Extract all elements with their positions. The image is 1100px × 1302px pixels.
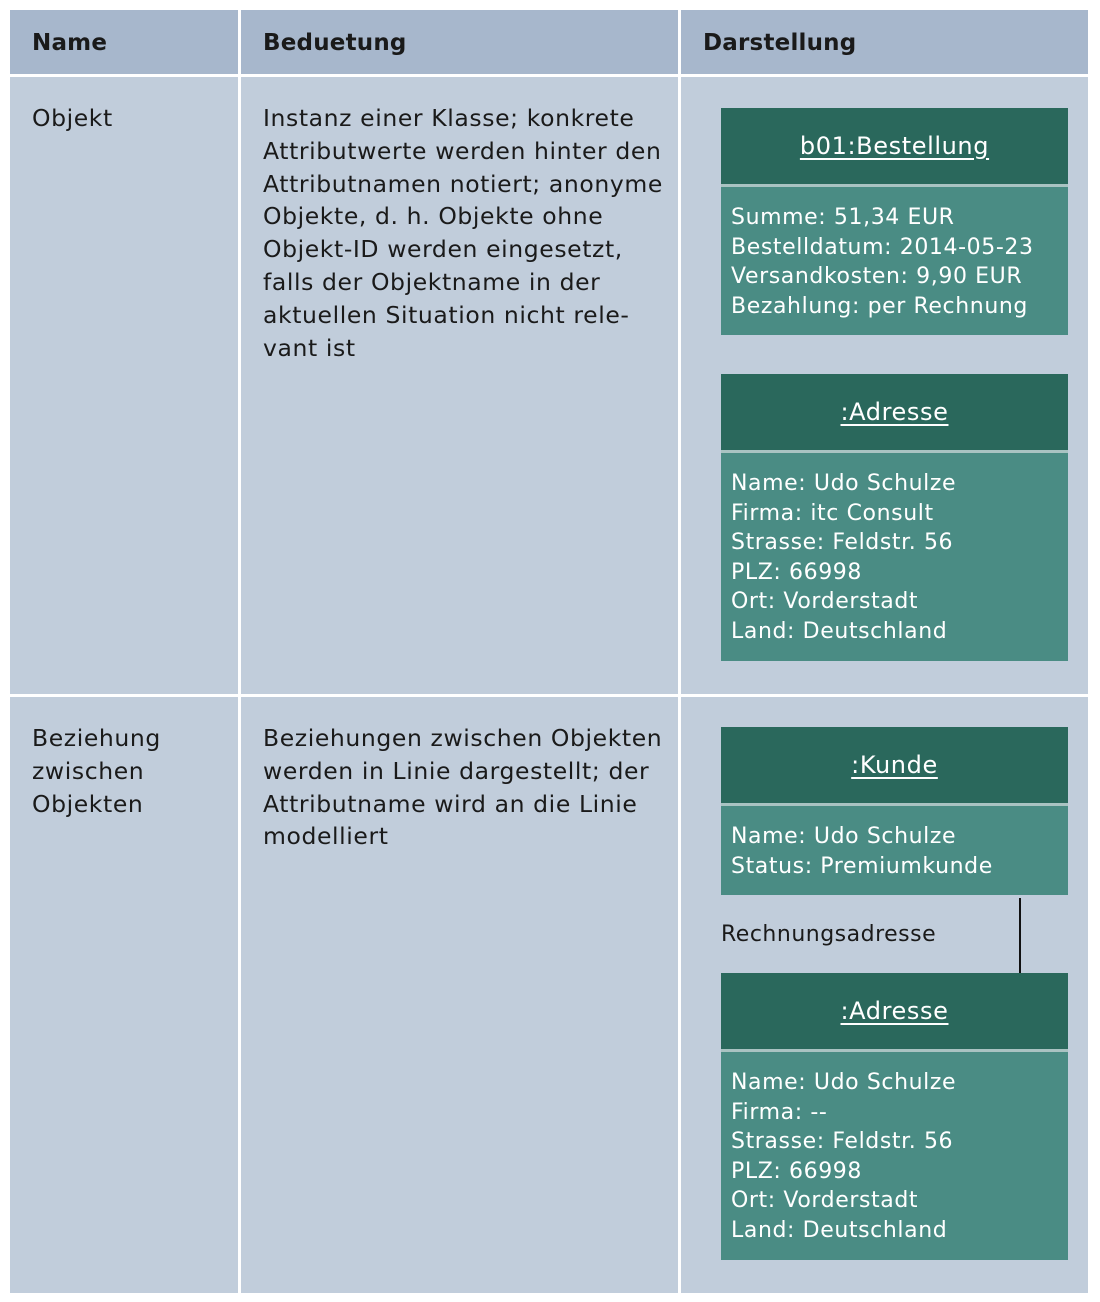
object-attribute: Summe: 51,34 EUR — [731, 205, 955, 230]
row-name — [32, 722, 161, 820]
meaning-line: Beziehungen zwischen Objekten — [263, 724, 663, 752]
association-line — [1019, 898, 1021, 974]
object-attribute: Ort: Vorderstadt — [731, 589, 919, 615]
meaning-line: modelliert — [263, 822, 389, 851]
meaning-line: Objekte, d. h. Objekte ohne — [263, 202, 604, 231]
object-attribute: PLZ: 66998 — [731, 559, 862, 585]
row-beziehung-name-cell — [10, 697, 238, 1293]
object-attributes — [721, 806, 1068, 895]
object-title: :Kunde — [721, 727, 1068, 803]
meaning-line: falls der Objektname in der — [263, 267, 601, 296]
header-meaning: Beduetung — [241, 10, 678, 74]
meaning-line: Attributnamen notiert; anonyme — [263, 169, 663, 198]
meaning-line: werden in Linie dargestellt; der — [263, 756, 650, 785]
uml-object-box-adresse — [721, 374, 1068, 661]
object-attribute: Bestelldatum: 2014-05-23 — [731, 234, 1034, 260]
row-objekt-name-cell — [10, 77, 238, 694]
object-attribute: Name: Udo Schulze — [731, 824, 957, 849]
row-name-line: Objekten — [32, 789, 144, 818]
association-label: Rechnungsadresse — [721, 922, 937, 947]
row-objekt-meaning-cell — [241, 77, 678, 694]
object-attribute: Land: Deutschland — [731, 1217, 948, 1243]
object-attribute: Strasse: Feldstr. 56 — [731, 530, 954, 556]
object-attribute: Firma: itc Consult — [731, 500, 934, 526]
object-attribute: Name: Udo Schulze — [731, 471, 957, 496]
object-title: :Adresse — [721, 374, 1068, 450]
row-objekt-representation-cell — [681, 77, 1088, 694]
object-attribute: Bezahlung: per Rechnung — [731, 293, 1028, 319]
object-attribute: Versandkosten: 9,90 EUR — [731, 264, 1023, 290]
uml-object-box-adresse — [721, 973, 1068, 1260]
meaning-line: Attributname wird an die Linie — [263, 789, 638, 818]
meaning-line: Objekt-ID werden eingesetzt, — [263, 235, 623, 264]
row-name — [32, 102, 113, 135]
object-attribute: Land: Deutschland — [731, 618, 948, 644]
meaning-line: vant ist — [263, 333, 356, 362]
object-attribute: Status: Premiumkunde — [731, 853, 993, 879]
object-attribute: Firma: -- — [731, 1099, 828, 1125]
row-name-line: zwischen — [32, 756, 145, 785]
row-beziehung-meaning-cell — [241, 697, 678, 1293]
row-name-line: Beziehung — [32, 724, 161, 752]
meaning-line: Attributwerte werden hinter den — [263, 136, 662, 165]
row-meaning — [263, 722, 673, 853]
row-meaning — [263, 102, 673, 364]
object-attribute: PLZ: 66998 — [731, 1158, 862, 1184]
uml-object-box-kunde — [721, 727, 1068, 895]
object-attribute: Name: Udo Schulze — [731, 1070, 957, 1095]
row-beziehung-representation-cell — [681, 697, 1088, 1293]
meaning-line: Instanz einer Klasse; konkrete — [263, 104, 635, 132]
object-attributes — [721, 1052, 1068, 1260]
object-attribute: Strasse: Feldstr. 56 — [731, 1129, 954, 1155]
header-representation: Darstellung — [681, 10, 1088, 74]
object-attribute: Ort: Vorderstadt — [731, 1188, 919, 1214]
uml-object-notation-table — [10, 10, 1088, 1293]
object-attributes — [721, 187, 1068, 335]
object-attributes — [721, 453, 1068, 661]
row-name-line: Objekt — [32, 104, 113, 132]
header-name: Name — [10, 10, 238, 74]
object-title: :Adresse — [721, 973, 1068, 1049]
uml-object-box-bestellung — [721, 108, 1068, 335]
object-title: b01:Bestellung — [721, 108, 1068, 184]
meaning-line: aktuellen Situation nicht rele- — [263, 300, 630, 329]
